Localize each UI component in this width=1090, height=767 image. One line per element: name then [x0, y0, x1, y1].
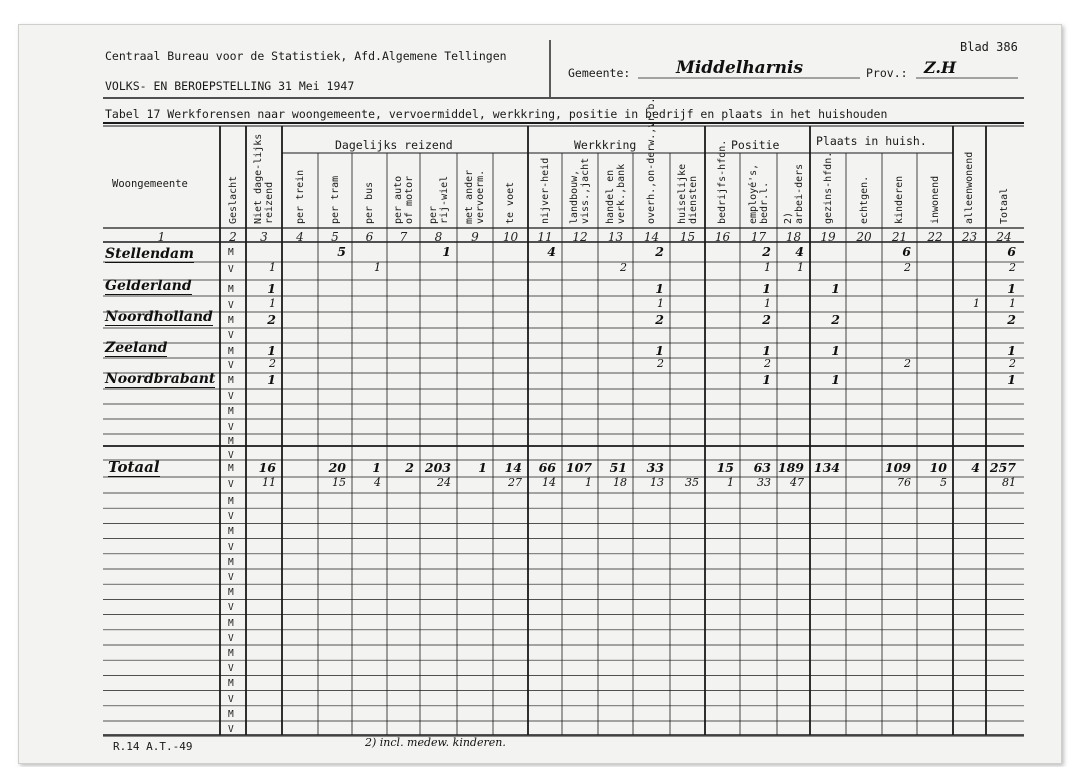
cell-col-6: 1 [372, 460, 381, 475]
column-header-5: per tram [329, 175, 341, 224]
cell-col-6: 4 [374, 476, 381, 489]
totaal-label: Totaal [108, 458, 160, 476]
column-number: 13 [607, 230, 624, 244]
cell-col-14: 1 [655, 343, 664, 358]
cell-col-3: 2 [269, 357, 276, 370]
sex-label: V [228, 360, 234, 371]
cell-col-3: 16 [258, 460, 276, 475]
column-header-13: handel en verk.,bank [604, 163, 627, 224]
sex-label: V [228, 632, 234, 644]
sex-label: M [228, 617, 234, 629]
cell-col-21: 109 [884, 460, 911, 475]
cell-col-16: 1 [727, 476, 734, 489]
column-number: 8 [434, 230, 443, 244]
cell-col-24: 1 [1007, 281, 1016, 296]
footnote: 2) incl. medew. kinderen. [365, 736, 506, 749]
cell-col-3: 1 [267, 372, 276, 387]
cell-col-17: 2 [762, 312, 771, 327]
cell-col-24: 2 [1009, 357, 1016, 370]
cell-col-3: 2 [267, 312, 276, 327]
cell-col-21: 2 [904, 357, 911, 370]
cell-col-24: 2 [1009, 261, 1016, 274]
cell-col-11: 66 [538, 460, 556, 475]
cell-col-14: 13 [650, 476, 664, 489]
column-number: 23 [961, 230, 978, 244]
prov-label: Prov.: [866, 66, 908, 80]
sex-label: M [228, 587, 234, 599]
sex-label: V [228, 572, 234, 583]
cell-col-17: 1 [764, 297, 771, 310]
woongemeente-gelderland: Gelderland [105, 278, 192, 294]
cell-col-19: 134 [813, 460, 840, 475]
cell-col-24: 6 [1007, 244, 1016, 259]
column-header-6: per bus [364, 181, 375, 224]
sex-label: V [228, 724, 234, 735]
cell-col-22: 10 [929, 460, 947, 475]
cell-col-19: 1 [831, 281, 840, 296]
cell-col-9: 1 [478, 460, 487, 475]
group-positie: Positie [731, 138, 780, 152]
cell-col-21: 2 [904, 261, 911, 274]
column-header-4: per trein [294, 169, 306, 224]
cell-col-3: 1 [267, 343, 276, 358]
cell-col-13: 2 [620, 261, 627, 274]
blad-number: Blad 386 [960, 40, 1018, 54]
cell-col-14: 2 [655, 244, 664, 259]
cell-col-14: 1 [655, 281, 664, 296]
column-header-12: landbouw, viss.,jacht [569, 157, 591, 224]
cell-col-17: 1 [762, 343, 771, 358]
cell-col-17: 2 [762, 244, 771, 259]
column-number: 12 [572, 230, 588, 244]
cell-col-17: 1 [762, 281, 771, 296]
cell-col-3: 1 [269, 297, 276, 310]
sex-label: M [228, 526, 234, 538]
cell-col-21: 76 [897, 476, 911, 489]
column-number: 24 [996, 230, 1012, 244]
woongemeente-stellendam: Stellendam [105, 246, 194, 262]
cell-col-17: 33 [757, 476, 771, 489]
column-header-11: nijver-heid [539, 157, 551, 224]
woongemeente-noordholland: Noordholland [105, 309, 213, 325]
column-number: 10 [502, 230, 519, 244]
column-header-16: bedrijfs-hfdn. [717, 139, 728, 224]
column-number: 17 [750, 230, 767, 244]
cell-col-18: 189 [777, 460, 804, 475]
cell-col-3: 1 [269, 261, 276, 274]
sex-label: M [228, 436, 234, 447]
cell-col-14: 1 [657, 297, 664, 310]
sex-label: V [228, 693, 234, 705]
column-header-23: alleenwonend [964, 151, 975, 224]
cell-col-3: 11 [262, 476, 276, 489]
cell-col-12: 107 [565, 460, 592, 475]
cell-col-8: 1 [442, 244, 451, 259]
cell-col-24: 1 [1009, 297, 1016, 310]
gemeente-value: Middelharnis [676, 58, 804, 78]
sex-label: V [228, 511, 234, 523]
cell-col-15: 35 [685, 476, 699, 489]
sex-label: M [228, 247, 234, 258]
cell-col-11: 14 [542, 476, 556, 489]
sex-label: M [228, 678, 234, 690]
cell-col-19: 1 [831, 372, 840, 387]
column-header-3: Niet dage-lijks reizend [253, 133, 275, 224]
prov-value: Z.H [924, 58, 957, 77]
sex-label: V [228, 391, 234, 402]
column-header-18: 2) arbei-ders [782, 163, 805, 224]
cell-col-22: 5 [940, 476, 947, 489]
cell-col-24: 257 [989, 460, 1016, 475]
column-number: 5 [331, 230, 339, 244]
sex-label: V [228, 541, 234, 553]
cell-col-18: 47 [790, 476, 804, 489]
cell-col-5: 20 [328, 460, 346, 475]
cell-col-14: 33 [646, 460, 664, 475]
column-header-24: Totaal [998, 187, 1010, 224]
sex-label: M [228, 648, 234, 659]
cell-col-5: 5 [337, 244, 346, 259]
cell-col-23: 1 [973, 297, 980, 310]
census-title: VOLKS- EN BEROEPSTELLING 31 Mei 1947 [105, 79, 355, 93]
cell-col-8: 24 [437, 476, 451, 489]
cell-col-7: 2 [405, 460, 414, 475]
sex-label: V [228, 330, 234, 341]
column-number: 11 [537, 230, 553, 244]
cell-col-14: 2 [657, 357, 664, 370]
column-header-14: overh.,on-derw.,vr.b. [646, 97, 657, 224]
cell-col-10: 14 [504, 460, 522, 475]
column-header-22: inwonend [929, 175, 941, 224]
column-number: 16 [714, 230, 731, 244]
column-number: 15 [679, 230, 696, 244]
cell-col-17: 63 [753, 460, 771, 475]
group-werkkring: Werkkring [574, 138, 637, 152]
column-header-8: per rij-wiel [427, 175, 450, 224]
sex-label: V [228, 300, 234, 311]
cell-col-13: 51 [609, 460, 627, 475]
column-number: 20 [856, 230, 872, 244]
cell-col-24: 2 [1007, 312, 1016, 327]
group-plaats: Plaats in huish. [816, 134, 927, 148]
column-header-10: te voet [505, 181, 516, 224]
column-header-21: kinderen [894, 175, 905, 224]
sex-label: V [228, 663, 234, 675]
cell-col-19: 1 [831, 343, 840, 358]
form-number: R.14 A.T.-49 [113, 740, 193, 753]
sex-label: M [228, 406, 234, 417]
column-number: 6 [365, 230, 374, 244]
column-header-15: huiselijke diensten [676, 163, 699, 224]
bureau-title: Centraal Bureau voor de Statistiek, Afd.Algemene Tellingen [105, 49, 507, 63]
sex-label: M [228, 315, 234, 326]
column-number: 4 [296, 230, 304, 244]
cell-col-11: 4 [547, 244, 556, 259]
column-number: 19 [820, 230, 836, 244]
sex-label: M [228, 346, 234, 357]
column-header-7: per auto of motor [392, 175, 415, 224]
cell-col-18: 1 [797, 261, 804, 274]
cell-col-14: 2 [655, 312, 664, 327]
column-number: 14 [643, 230, 660, 244]
cell-col-23: 4 [971, 460, 980, 475]
column-header-9: met ander vervoerm. [464, 169, 486, 224]
gemeente-label: Gemeente: [568, 66, 631, 80]
column-number: 22 [927, 230, 943, 244]
group-dagelijks: Dagelijks reizend [335, 138, 453, 152]
cell-col-18: 4 [795, 244, 804, 259]
cell-col-12: 1 [585, 476, 592, 489]
cell-col-6: 1 [374, 261, 381, 274]
cell-col-10: 27 [508, 476, 522, 489]
cell-col-5: 15 [332, 476, 346, 489]
column-number: 3 [260, 230, 268, 244]
cell-col-24: 81 [1002, 476, 1016, 489]
column-number: 7 [399, 230, 408, 244]
column-header-19: gezins-hfdn. [822, 151, 834, 224]
cell-col-21: 6 [902, 244, 911, 259]
sex-label: M [228, 708, 234, 720]
column-number: 21 [891, 230, 908, 244]
woongemeente-header: Woongemeente [112, 178, 188, 190]
sex-label: M [228, 463, 234, 474]
cell-col-19: 2 [831, 312, 840, 327]
column-number: 9 [471, 230, 479, 244]
cell-col-24: 1 [1007, 343, 1016, 358]
cell-col-13: 18 [613, 476, 627, 489]
cell-col-17: 1 [764, 261, 771, 274]
sex-label: V [228, 422, 234, 433]
sex-label: M [228, 284, 234, 295]
cell-col-16: 15 [716, 460, 734, 475]
cell-col-8: 203 [424, 460, 451, 475]
sex-label: V [228, 479, 234, 490]
table-title: Tabel 17 Werkforensen naar woongemeente, vervoermiddel, werkkring, positie in bedrijf en plaats in het huishouden [105, 107, 888, 121]
sex-label: V [228, 602, 234, 614]
column-header-17: employé's, bedr.l. [747, 163, 770, 224]
sex-label: M [228, 375, 234, 386]
cell-col-3: 1 [267, 281, 276, 296]
sex-label: V [228, 264, 234, 275]
sex-label: M [228, 496, 234, 507]
column-number: 1 [157, 230, 166, 244]
woongemeente-zeeland: Zeeland [105, 340, 168, 356]
column-header-20: echtgen. [858, 175, 870, 224]
woongemeente-noordbrabant: Noordbrabant [105, 371, 216, 387]
sex-label: V [228, 450, 234, 461]
column-header-2: Geslacht [227, 175, 239, 224]
column-number: 2 [229, 230, 237, 244]
column-number: 18 [785, 230, 802, 244]
cell-col-17: 1 [762, 372, 771, 387]
cell-col-17: 2 [764, 357, 771, 370]
sex-label: M [228, 556, 234, 568]
cell-col-24: 1 [1007, 372, 1016, 387]
